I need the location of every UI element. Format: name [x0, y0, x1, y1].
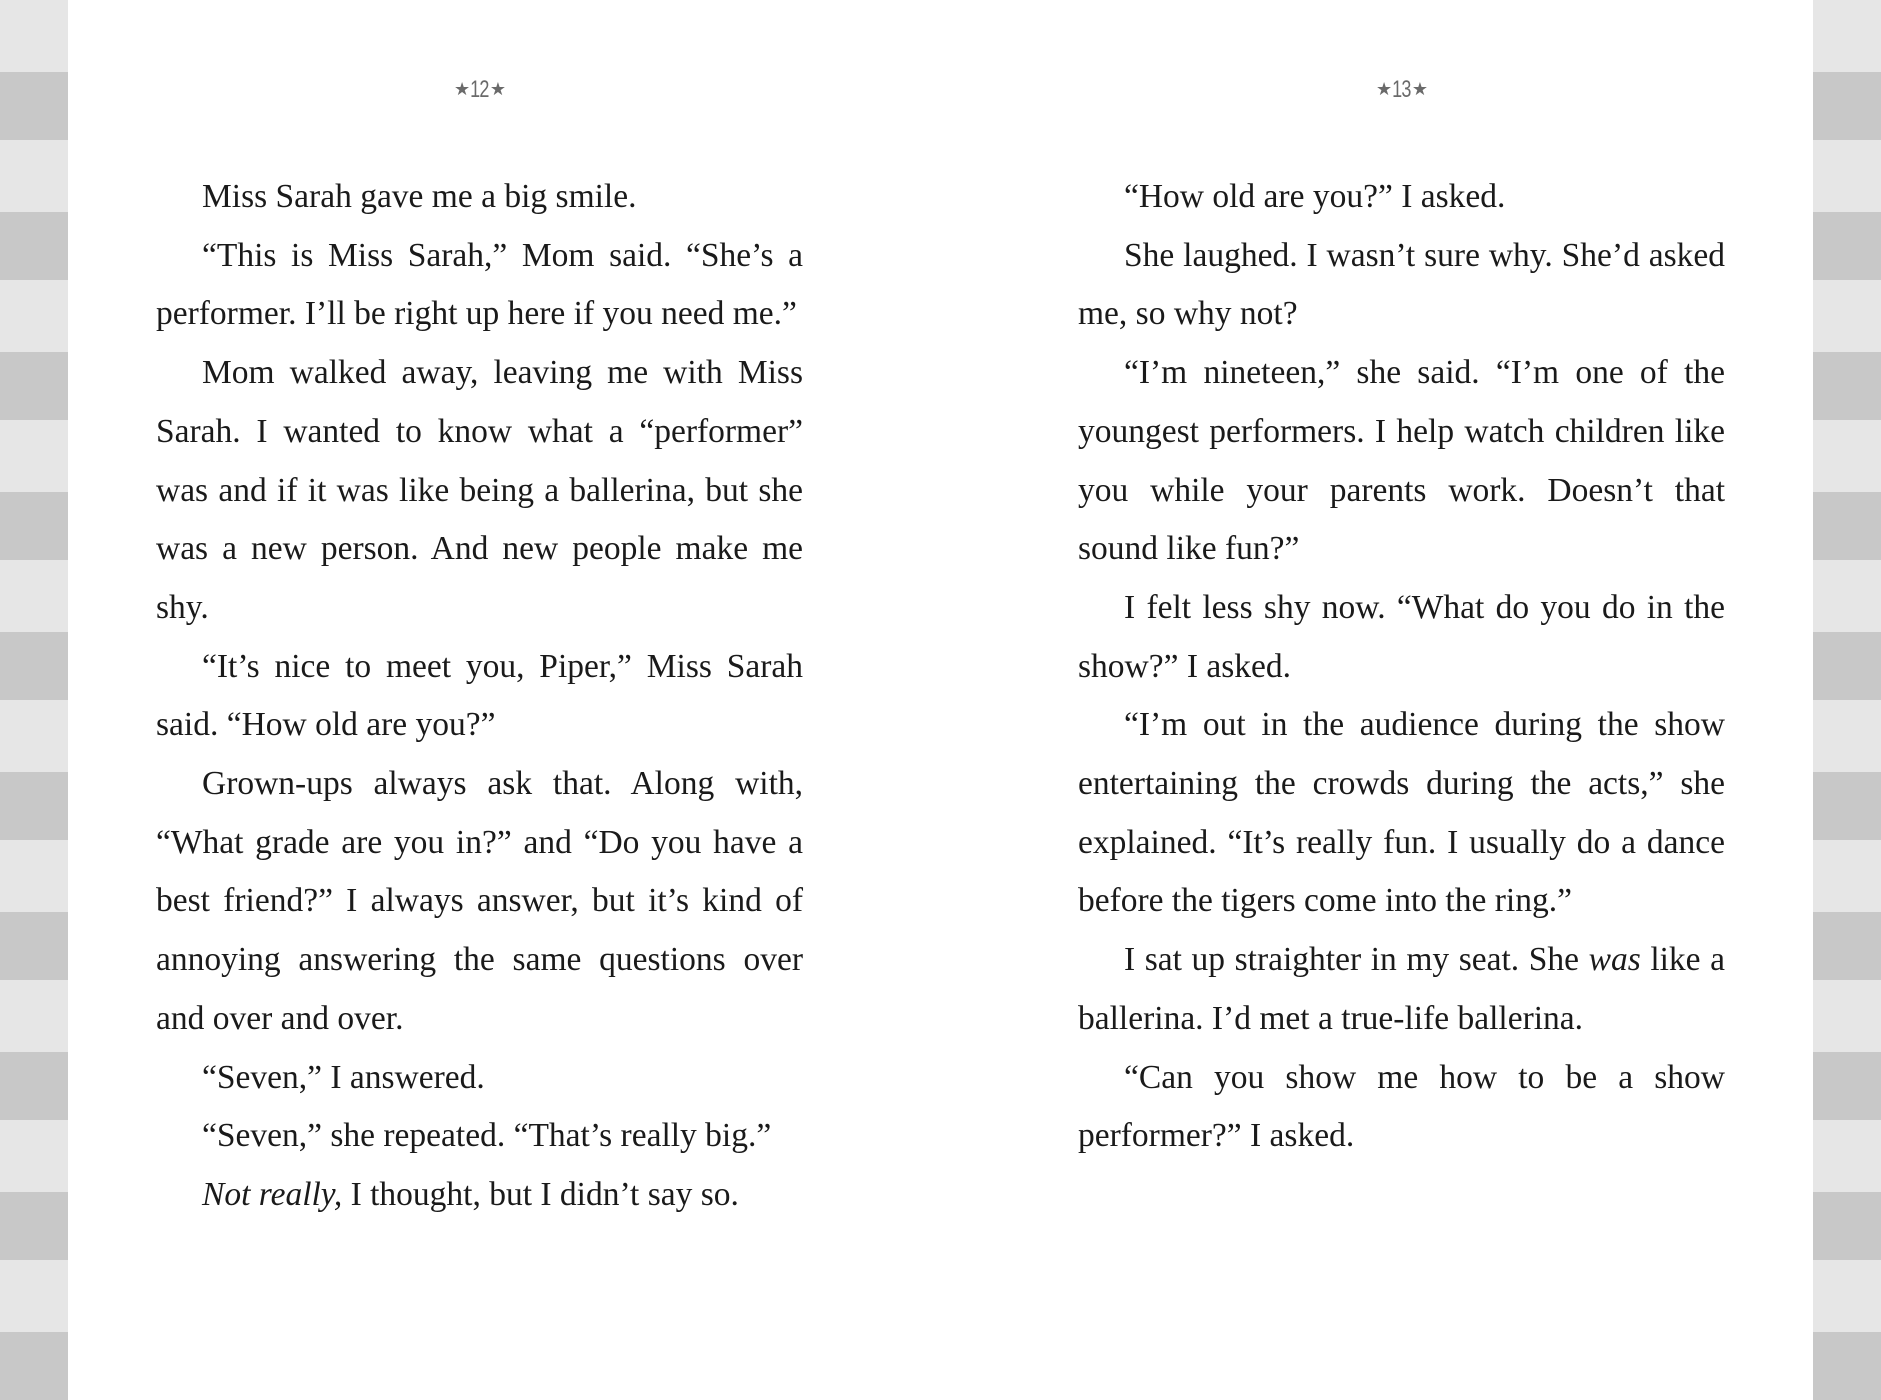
- paragraph-text: like a ballerina. I’d met a true-life ballerina.: [1078, 941, 1725, 1037]
- paragraph: “I’m out in the audience during the show entertaining the crowds during the acts,” she explained. “It’s really fun. I usually do a dance before the tigers come into the ring.”: [1078, 706, 1725, 920]
- paragraph: Mom walked away, leaving me with Miss Sarah. I wanted to know what a “performer” was and if it was like being a ballerina, but she was a new person. And new people make me shy.: [156, 354, 803, 626]
- paragraph: [156, 1166, 803, 1225]
- italic-text: Not really,: [202, 1175, 343, 1213]
- left-stripe-border: [0, 0, 68, 1400]
- paragraph: [1078, 931, 1725, 1048]
- page-number-text: 12: [470, 76, 489, 103]
- right-page: [1078, 0, 1725, 1400]
- paragraph: Miss Sarah gave me a big smile.: [202, 178, 637, 215]
- left-page: [156, 0, 803, 1400]
- right-page-number: [1078, 72, 1725, 107]
- star-icon: ★: [489, 79, 505, 99]
- right-page-text: [1078, 168, 1725, 1166]
- star-icon: ★: [1411, 79, 1427, 99]
- paragraph-text: I sat up straighter in my seat. She: [1124, 941, 1589, 979]
- paragraph: I felt less shy now. “What do you do in the show?” I asked.: [1078, 588, 1725, 685]
- page-number-text: 13: [1392, 76, 1411, 103]
- right-stripe-border: [1813, 0, 1881, 1400]
- star-icon: ★: [1376, 79, 1392, 99]
- star-icon: ★: [454, 79, 470, 99]
- paragraph-text: I thought, but I didn’t say so.: [342, 1175, 739, 1213]
- left-page-text: [156, 168, 803, 1225]
- paragraph: “It’s nice to meet you, Piper,” Miss Sarah said. “How old are you?”: [156, 647, 803, 744]
- left-page-number: [156, 72, 803, 107]
- italic-text: was: [1588, 941, 1641, 979]
- paragraph: She laughed. I wasn’t sure why. She’d asked me, so why not?: [1078, 236, 1725, 333]
- paragraph: Grown-ups always ask that. Along with, “What grade are you in?” and “Do you have a best friend?” I always answer, but it’s kind of annoying answering the same questions over and over and over.: [156, 765, 803, 1037]
- paragraph: “Seven,” she repeated. “That’s really big.”: [202, 1117, 772, 1155]
- paragraph: “How old are you?” I asked.: [1124, 178, 1506, 215]
- paragraph: “Seven,” I answered.: [202, 1058, 485, 1096]
- paragraph: “This is Miss Sarah,” Mom said. “She’s a performer. I’ll be right up here if you need me.”: [156, 236, 803, 333]
- paragraph: “Can you show me how to be a show performer?” I asked.: [1078, 1058, 1725, 1155]
- paragraph: “I’m nineteen,” she said. “I’m one of the youngest performers. I help watch children like you while your parents work. Doesn’t that sound like fun?”: [1078, 354, 1725, 568]
